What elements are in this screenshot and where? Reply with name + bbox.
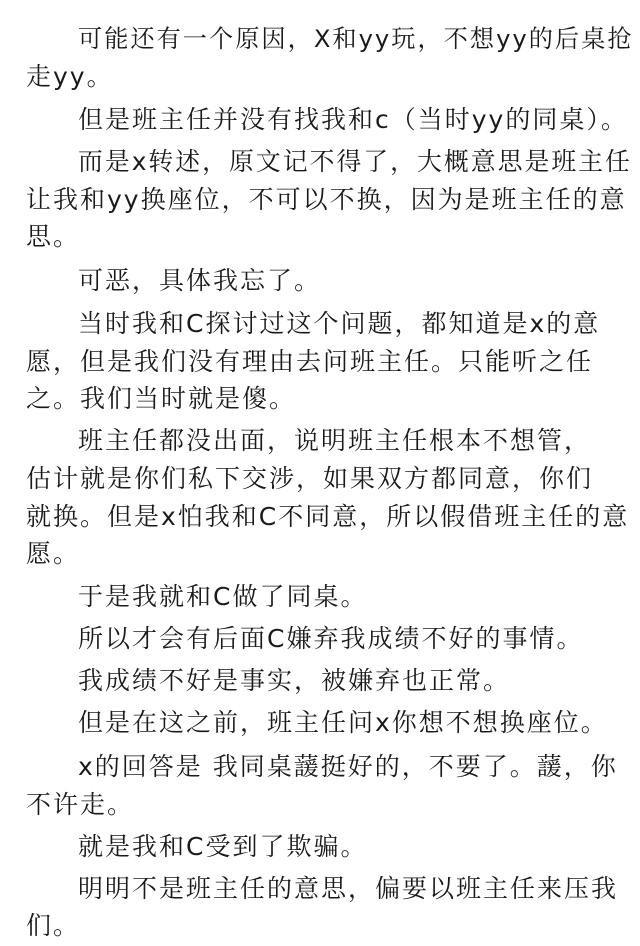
text-line: 于是我就和C做了同桌。: [78, 582, 368, 611]
text-line: 但是在这之前，班主任问x你想不想换座位。: [78, 708, 608, 737]
text-line: 不许走。: [26, 790, 135, 819]
text-line: 愿，但是我们没有理由去问班主任。只能听之任: [26, 347, 594, 376]
text-line: 所以才会有后面C嫌弃我成绩不好的事情。: [78, 624, 584, 653]
text-line: 我成绩不好是事实，被嫌弃也正常。: [78, 666, 511, 695]
text-line: 让我和yy换座位，不可以不换，因为是班主任的意: [26, 185, 627, 214]
text-line: 走yy。: [26, 62, 114, 91]
text-line: 就是我和C受到了欺骗。: [78, 832, 368, 861]
text-line: 们。: [26, 911, 81, 940]
text-line: 班主任都没出面，说明班主任根本不想管，: [78, 426, 592, 455]
text-line: 明明不是班主任的意思，偏要以班主任来压我: [78, 874, 619, 903]
text-line: 愿。: [26, 539, 81, 568]
text-line: 当时我和C探讨过这个问题，都知道是x的意: [78, 309, 601, 338]
text-line: 思。: [26, 222, 81, 251]
text-line: 而是x转述，原文记不得了，大概意思是班主任: [78, 147, 632, 176]
text-line: 可能还有一个原因，X和yy玩，不想yy的后桌抢: [78, 25, 634, 53]
text-line: 估计就是你们私下交涉，如果双方都同意，你们: [26, 464, 594, 493]
text-line: 就换。但是x怕我和C不同意，所以假借班主任的意: [26, 502, 630, 531]
text-line: 可恶，具体我忘了。: [78, 266, 322, 295]
text-line: 之。我们当时就是傻。: [26, 384, 297, 413]
text-line: x的回答是 我同桌蘐挺好的，不要了。蘐，你: [78, 752, 618, 781]
text-line: 但是班主任并没有找我和c（当时yy的同桌）。: [78, 105, 628, 134]
